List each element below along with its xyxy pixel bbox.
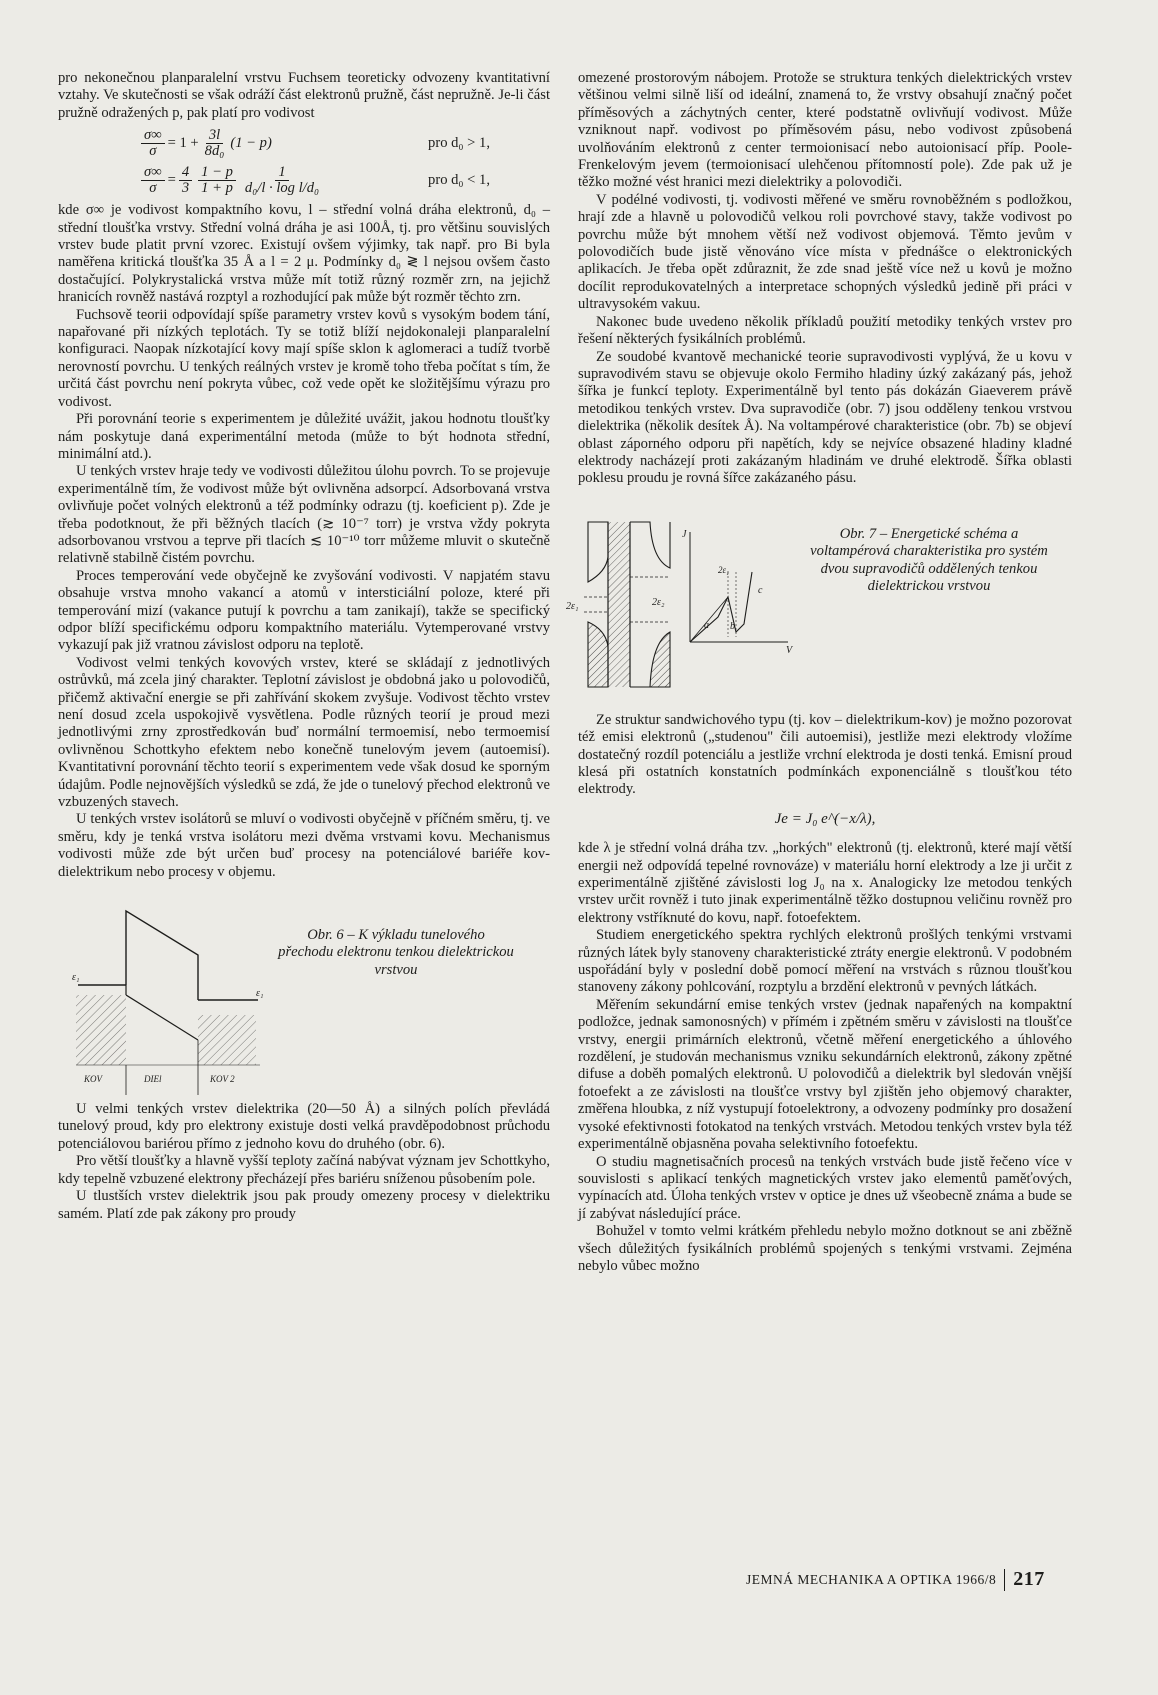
paragraph: kde λ je střední volná dráha tzv. „horkých" elektronů (tj. elektronů, které mají větší energii než odpovídá tepelné rovnováze) v materiálu horní elektrody a lze ji určit z experimentálně zjištěné závislosti log J₀ na x. Analogicky lze metodou tenkých vrstev určit rovněž i tuto jinak experimentálně těžko dostupnou veličinu rovněž pro elektrony vstříknuté do kovu, např. fotoefektem. bbox=[578, 840, 1072, 926]
figure-6-diagram bbox=[68, 895, 268, 1095]
fig7-label-2e2: 2ε₂ bbox=[652, 596, 665, 608]
page-footer bbox=[746, 1568, 1045, 1591]
page-number: 217 bbox=[1013, 1568, 1045, 1590]
paragraph: O studiu magnetisačních procesů na tenkých vrstvách bude jistě řečeno více v souvislosti s aplikací tenkých magnetických vrstev jako elementů paměťových, vypínacích atd. Úloha tenkých vrstev v optice je dnes už všeobecně známa a bude se jí zabývat následující práce. bbox=[578, 1153, 1072, 1222]
paragraph: Pro větší tloušťky a hlavně vyšší teploty začíná nabývat význam jev Schottkyho, kdy tepelně vzbuzené elektrony přecházejí přes bariéru sníženou působením pole. bbox=[58, 1153, 550, 1187]
paragraph: pro nekonečnou planparalelní vrstvu Fuchsem teoreticky odvozeny kvantitativní vztahy. Ve skutečnosti se však odráží část elektronů pružně, část nepružně. Je-li část pružně odražených p, pak platí pro vodivost bbox=[58, 70, 550, 121]
formula-1: $\frac{\sigma\infty}{\sigma}$ = 1 + $\frac{3l}{\text{8d₀}}$ (1 − p) pro d₀ > 1, bbox=[138, 128, 550, 159]
fig7-label-2e1b: 2ε₁ bbox=[718, 564, 730, 575]
paragraph: U tlustších vrstev dielektrik jsou pak proudy omezeny procesy v dielektriku samém. Platí zde pak zákony pro proudy bbox=[58, 1188, 550, 1222]
paragraph: Měřením sekundární emise tenkých vrstev (jednak napařených na kompaktní podložce, jednak samonosných) v přímém i zpětném směru v závislosti na tloušťce vrstvy, energii primárních elektronů, včetně měření energetického a úhlového rozdělení, je studován mechanismus vzniku sekundárních elektronů, zákony zpětné difuse a doběh pomalých elektronů. U polovodičů a dielektrik byl sledován vnější fotoefekt a ze závislosti na tloušťce vrstvy byl zjištěn jeho objemový charakter, změřena hloubka, z níž vystupují fotoelektrony, a odvozeny podmínky pro dosažení vysoké efektivnosti fotokatod na tenkých vrstvách. Metodou tenkých vrstev byla též experimentálně objasněna povaha selektivního fotoefektu. bbox=[578, 996, 1072, 1153]
figure-7 bbox=[566, 512, 1072, 702]
equation-emission: Je = J₀ e^(−x/λ), bbox=[774, 810, 876, 827]
paragraph: Bohužel v tomto velmi krátkém přehledu nebylo možno dotknout se ani zběžně všech důležitých fysikálních problémů spojených s tenkými vrstvami. Zejména nebylo vůbec možno bbox=[578, 1223, 1072, 1274]
journal-name: JEMNÁ MECHANIKA A OPTIKA 1966/8 bbox=[746, 1571, 997, 1587]
fig6-label-diel: DIEl bbox=[142, 1071, 164, 1088]
paragraph: Fuchsově teorii odpovídají spíše parametry vrstev kovů s vysokým bodem tání, napařované při nízkých teplotách. Ty se totiž blíží nejdokonaleji planparalelní konfiguraci. Naopak nízkotající kovy mají spíše sklon k aglomeraci a tudíž tvorbě nerovností povrchu. U tenkých reálných vrstev je kromě toho třeba počítat s tím, že určitá část povrchu není pokryta vůbec, což vede opět ke složitějšímu výrazu pro vodivost. bbox=[58, 306, 550, 410]
figure-7-caption: Obr. 7 – Energetické schéma a voltampérová charakteristika pro systém dvou supravodičů oddělených tenkou dielektrickou vrstvou bbox=[810, 525, 1048, 594]
paragraph: Proces temperování vede obyčejně ke zvyšování vodivosti. V napjatém stavu obsahuje vrstva mnoho vakancí a atomů v intersticiální poloze, které při temperování mizí (vakance putují k povrchu a tam zanikají), takže se specifický odpor blíží specifickému odporu kompaktního materiálu. Vytemperované vrstvy vykazují pak již vratnou závislost odporu na teplotě. bbox=[58, 567, 550, 654]
fig6-label-kov1: KOV bbox=[82, 1071, 104, 1088]
fig7-label-j: J bbox=[682, 528, 687, 540]
paragraph: Ze struktur sandwichového typu (tj. kov – dielektrikum-kov) je možno pozorovat též emisi elektronů („studenou" čili autoemisi), jestliže mezi elektrody vložíme dostatečný rozdíl potenciálu a jestliže vrchní elektroda je dosti tenká. Emisní proud klesá při ostatních konstatních podmínkách exponenciálně s tloušťkou této elektrody. bbox=[578, 711, 1072, 798]
paragraph: U tenkých vrstev hraje tedy ve vodivosti důležitou úlohu povrch. To se projevuje experimentálně tím, že vodivost může být ovlivněna adsorpcí. Adsorbovaná vrstva ovlivňuje počet volných elektronů a též podmínky odrazu (tj. koeficient p). Zde je třeba podotknout, že při běžných tlacích (≳ 10⁻⁷ torr) je vrstva vždy pokryta adsorbovanou vrstvou a teprve při tlacích ≲ 10⁻¹⁰ torr můžeme mluvit o skutečně relativně stabilně čistém povrchu. bbox=[58, 463, 550, 567]
paragraph: V podélné vodivosti, tj. vodivosti měřené ve směru rovnoběžném s podložkou, hrají zde a hlavně u polovodičů velkou roli povrchové stavy, takže vodivost po povrchu může být mnohem větší než vodivost objemová. Těmto jevům v polovodičích bude jistě věnováno více místa v přednášce o elektronických aplikacích. Je třeba opět zdůraznit, že zde snad ještě více než u kovů je možno docílit reprodukovatelných a interpretace schopných výsledků jedině při práci v ultravysokém vakuu. bbox=[578, 191, 1072, 313]
formula-2: $\frac{\sigma\infty}{\sigma}$ = $\frac{4}{3}$ $\frac{1 - p}{1 + p}$ $\frac{1}{\text{d₀/l · log l/d₀}}$ pro d₀ < 1, bbox=[138, 165, 550, 196]
fig6-label-e1b: ε₁ bbox=[256, 988, 264, 1000]
fig7-label-v: V bbox=[786, 644, 793, 656]
paragraph: Při porovnání teorie s experimentem je důležité uvážit, jakou hodnotu tloušťky nám poskytuje daná experimentální metoda (může to být hodnota střední, minimální atd.). bbox=[58, 411, 550, 462]
paragraph: U velmi tenkých vrstev dielektrika (20—50 Å) a silných polích převládá tunelový proud, kdy pro elektrony existuje dosti velká pravděpodobnost průchodu potenciálovou bariérou přímo z jednoho kovu do druhého (obr. 6). bbox=[58, 1101, 550, 1152]
fig6-label-e1: ε₁ bbox=[72, 972, 80, 984]
footer-divider bbox=[1004, 1569, 1005, 1591]
fig7-label-2e1: 2ε₁ bbox=[566, 600, 579, 612]
figure-6-caption: Obr. 6 – K výkladu tunelového přechodu elektronu tenkou dielektrickou vrstvou bbox=[278, 927, 514, 978]
paragraph: Vodivost velmi tenkých kovových vrstev, které se skládají z jednotlivých ostrůvků, má zcela jiný charakter. Teplotní závislost je obdobná jako u polovodičů, přičemž aktivační energie se při zahřívání skokem zvyšuje. Vodivost těchto vrstev není dosud zcela uspokojivě vysvětlena. Podle různých teorií je proud mezi jednotlivými zrny zprostředkován buď normální termoemisí, nebo termoemisí ovlivněnou Schottkyho efektem nebo konečně tunelovým jevem (autoemisí). Kvantitativní porovnání těchto teorií s experimentem vede však dosud ke sporným údajům. Podle nejnovějších výsledků se zdá, že jde o tunelový přechod elektronů ve vzbuzených stavech. bbox=[58, 654, 550, 811]
right-column bbox=[566, 70, 1072, 1275]
figure-6 bbox=[58, 891, 550, 1091]
left-column bbox=[58, 70, 550, 1223]
paragraph: Studiem energetického spektra rychlých elektronů prošlých tenkými vrstvami různých látek byly stanoveny charakteristické ztráty energie elektronů. V podobném uspořádání byly v poslední době pomocí měření na vrstvách s různou tloušťkou stanoveny zákony pohlcování, rozptylu a brzdění elektronů v pevných látkách. bbox=[578, 927, 1072, 996]
paragraph: kde σ∞ je vodivost kompaktního kovu, l – střední volná dráha elektronů, d₀ – střední tloušťka vrstvy. Střední volná dráha je asi 100Å, tj. pro většinu souvislých vrstev bude platit první vzorec. Existují ovšem výjimky, tak např. pro Bi byla naměřena kritická tloušťka 35 Å a l = 2 μ. Podmínky d₀ ≷ l nejsou ovšem často dostačující. Polykrystalická vrstva může mít totiž různý rozměr zrn, na jejichž hranicích rovněž nastává rozptyl a rozhodující pak může být rozměr těchto zrn. bbox=[58, 202, 550, 306]
paragraph: omezené prostorovým nábojem. Protože se struktura tenkých dielektrických vrstev většinou velmi silně liší od ideální, znamená to, že vrstvy obsahují značný počet příměsových a záchytných center, které podstatně ovlivňují vodivost. Může vzniknout např. vodivost po příměsovém pásu, nebo vodivost způsobená uvolňováním elektronů z center termoionisací nebo autoionisací příp. Poole-Frenkelovým jevem (termoionisací ulehčenou přítomností pole). Zde pak už je těžko možné vést hranici mezi dielektriky a polovodiči. bbox=[578, 70, 1072, 191]
fig6-label-kov2: KOV 2 bbox=[208, 1071, 237, 1088]
fig7-label-c: c bbox=[758, 584, 763, 596]
figure-7-diagram bbox=[578, 512, 798, 692]
paragraph: Ze soudobé kvantově mechanické teorie supravodivosti vyplývá, že u kovu v supravodivém stavu se objevuje okolo Fermiho hladiny úzký zakázaný pás, jehož šířka je funkcí teploty. Experimentálně byl tento pás dokázán Giaeverem právě metodikou tenkých vrstev. Dva supravodiče (obr. 7) jsou odděleny tenkou vrstvou dielektrika (několik desítek Å). Na voltampérové charakteristice (obr. 7b) se objeví oblast záporného odporu při napětích, kdy se nejvíce obsazené hladiny kladné elektrody nacházejí proti zakázaným hladinám ve druhé elektrodě. Šířka oblasti poklesu proudu je rovná šířce zakázaného pásu. bbox=[578, 348, 1072, 487]
fig7-label-a: a bbox=[704, 619, 709, 631]
fig7-label-b: b bbox=[730, 620, 735, 632]
paragraph: Nakonec bude uvedeno několik příkladů použití metodiky tenkých vrstev pro řešení některých fysikálních problémů. bbox=[578, 313, 1072, 348]
paragraph: U tenkých vrstev isolátorů se mluví o vodivosti obyčejně v příčném směru, tj. ve směru, kdy je tenká vrstva isolátoru mezi dvěma vrstvami kovu. Mechanismus vodivosti může zde být určen buď procesy na potenciálové bariéře kov-dielektrikum nebo procesy v objemu. bbox=[58, 811, 550, 880]
